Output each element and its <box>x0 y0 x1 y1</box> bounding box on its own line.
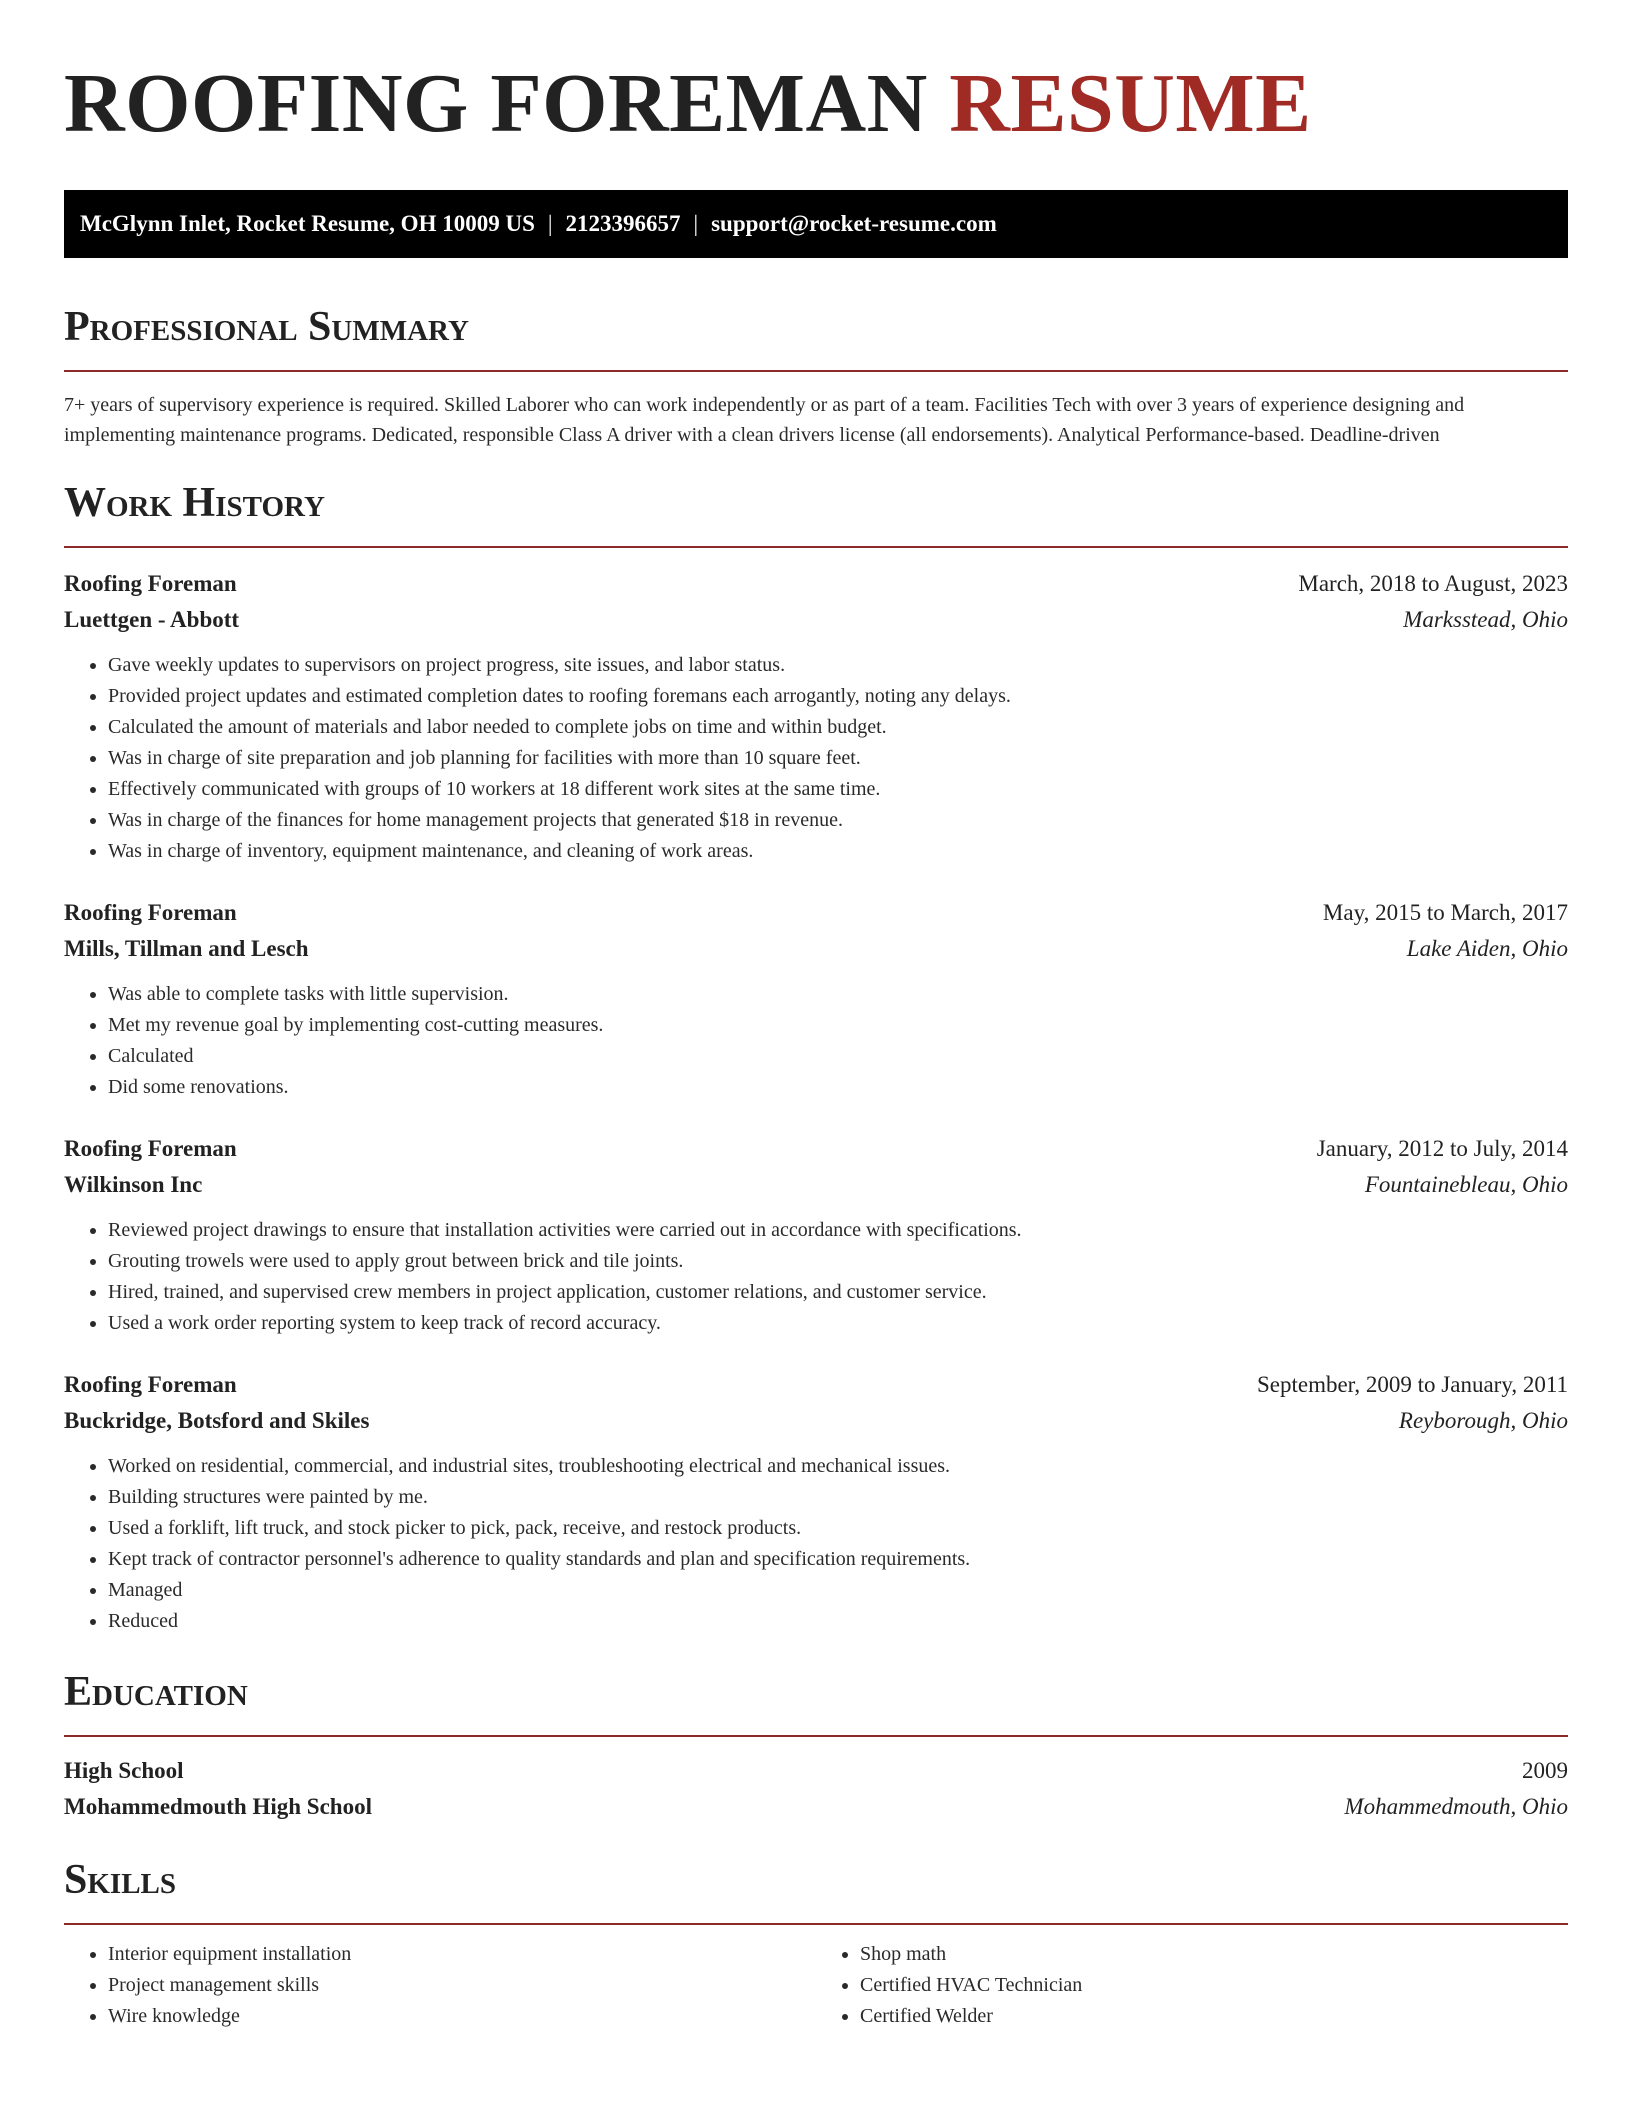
job-location: Fountainebleau, Ohio <box>1364 1172 1568 1197</box>
summary-text: 7+ years of supervisory experience is required. Skilled Laborer who can work independently or as part of a team. Facilities Tech with over 3 years of experience designing and implementing maintenance programs. Dedicated, responsible Class A driver with a clean drivers license (all endorsements). Analytical Performance-based. Deadline-driven <box>64 394 1465 446</box>
bullet-item: • Met my revenue goal by implementing cost-cutting measures. <box>108 1010 1568 1041</box>
skills-section <box>64 1855 1568 2032</box>
skills-left-column <box>64 1939 816 2032</box>
job-bullets <box>64 1215 1568 1339</box>
skill-item: • Interior equipment installation <box>108 1939 816 1970</box>
contact-separator: | <box>693 211 699 236</box>
job-company: Buckridge, Botsford and Skiles <box>64 1408 370 1433</box>
bullet-item: • Calculated the amount of materials and labor needed to complete jobs on time and within budget. <box>108 712 1568 743</box>
section-divider <box>64 546 1568 548</box>
bullet-item: • Effectively communicated with groups of 10 workers at 18 different work sites at the same time. <box>108 774 1568 805</box>
skill-item: • Wire knowledge <box>108 2001 816 2032</box>
bullet-item: • Building structures were painted by me. <box>108 1482 1568 1513</box>
skill-item: • Certified Welder <box>860 2001 1568 2032</box>
job-title: Roofing Foreman <box>64 1136 237 1161</box>
job-title: Roofing Foreman <box>64 571 237 596</box>
skill-item: • Certified HVAC Technician <box>860 1970 1568 2001</box>
bullet-item: • Was in charge of inventory, equipment maintenance, and cleaning of work areas. <box>108 836 1568 867</box>
job-location: Marksstead, Ohio <box>1403 607 1568 632</box>
job-entry <box>64 566 1568 867</box>
bullet-item: • Reviewed project drawings to ensure that installation activities were carried out in accordance with specifications. <box>108 1215 1568 1246</box>
contact-bar <box>64 190 1568 258</box>
contact-address: McGlynn Inlet, Rocket Resume, OH 10009 US <box>80 211 535 236</box>
job-bullets <box>64 979 1568 1103</box>
section-divider <box>64 1923 1568 1925</box>
job-location: Lake Aiden, Ohio <box>1406 936 1568 961</box>
job-location: Reyborough, Ohio <box>1398 1408 1568 1433</box>
section-divider <box>64 370 1568 372</box>
bullet-item: • Was in charge of site preparation and job planning for facilities with more than 10 square feet. <box>108 743 1568 774</box>
summary-heading: Professional Summary <box>64 304 469 350</box>
bullet-item: • Calculated <box>108 1041 1568 1072</box>
education-school: Mohammedmouth High School <box>64 1794 372 1819</box>
job-dates: March, 2018 to August, 2023 <box>1298 571 1568 596</box>
job-dates: January, 2012 to July, 2014 <box>1316 1136 1568 1161</box>
education-year: 2009 <box>1522 1758 1568 1783</box>
education-section <box>64 1667 1568 1825</box>
bullet-item: • Worked on residential, commercial, and industrial sites, troubleshooting electrical and mechanical issues. <box>108 1451 1568 1482</box>
job-dates: May, 2015 to March, 2017 <box>1322 900 1568 925</box>
bullet-item: • Did some renovations. <box>108 1072 1568 1103</box>
skills-heading: Skills <box>64 1857 177 1903</box>
contact-email[interactable]: support@rocket-resume.com <box>711 211 997 236</box>
job-bullets <box>64 650 1568 867</box>
job-company: Wilkinson Inc <box>64 1172 203 1197</box>
bullet-item: • Gave weekly updates to supervisors on project progress, site issues, and labor status. <box>108 650 1568 681</box>
bullet-item: • Used a forklift, lift truck, and stock picker to pick, pack, receive, and restock products. <box>108 1513 1568 1544</box>
education-location: Mohammedmouth, Ohio <box>1344 1794 1568 1819</box>
bullet-item: • Was able to complete tasks with little supervision. <box>108 979 1568 1010</box>
skills-right-column <box>816 1939 1568 2032</box>
bullet-item: • Managed <box>108 1575 1568 1606</box>
job-title: Roofing Foreman <box>64 1372 237 1397</box>
skills-columns <box>64 1939 1568 2032</box>
education-degree: High School <box>64 1758 184 1783</box>
job-dates: September, 2009 to January, 2011 <box>1256 1372 1568 1397</box>
contact-phone[interactable]: 2123396657 <box>565 211 681 236</box>
job-bullets <box>64 1451 1568 1637</box>
job-entry <box>64 1367 1568 1637</box>
bullet-item: • Hired, trained, and supervised crew members in project application, customer relations, and customer service. <box>108 1277 1568 1308</box>
bullet-item: • Grouting trowels were used to apply grout between brick and tile joints. <box>108 1246 1568 1277</box>
skill-item: • Shop math <box>860 1939 1568 1970</box>
job-title: Roofing Foreman <box>64 900 237 925</box>
job-company: Luettgen - Abbott <box>64 607 240 632</box>
education-heading: Education <box>64 1669 248 1715</box>
summary-section <box>64 302 1568 450</box>
skill-item: • Project management skills <box>108 1970 816 2001</box>
bullet-item: • Was in charge of the finances for home management projects that generated $18 in revenue. <box>108 805 1568 836</box>
work-history-heading: Work History <box>64 480 325 526</box>
education-entry <box>64 1753 1568 1825</box>
work-history-section <box>64 478 1568 1637</box>
bullet-item: • Reduced <box>108 1606 1568 1637</box>
job-company: Mills, Tillman and Lesch <box>64 936 309 961</box>
title-accent: RESUME <box>949 57 1312 150</box>
job-entry <box>64 1131 1568 1339</box>
title-main: ROOFING FOREMAN <box>64 57 928 150</box>
job-entry <box>64 895 1568 1103</box>
resume-title <box>64 58 1568 150</box>
bullet-item: • Used a work order reporting system to keep track of record accuracy. <box>108 1308 1568 1339</box>
bullet-item: • Kept track of contractor personnel's adherence to quality standards and plan and specification requirements. <box>108 1544 1568 1575</box>
contact-separator: | <box>547 211 553 236</box>
bullet-item: • Provided project updates and estimated completion dates to roofing foremans each arrogantly, noting any delays. <box>108 681 1568 712</box>
section-divider <box>64 1735 1568 1737</box>
